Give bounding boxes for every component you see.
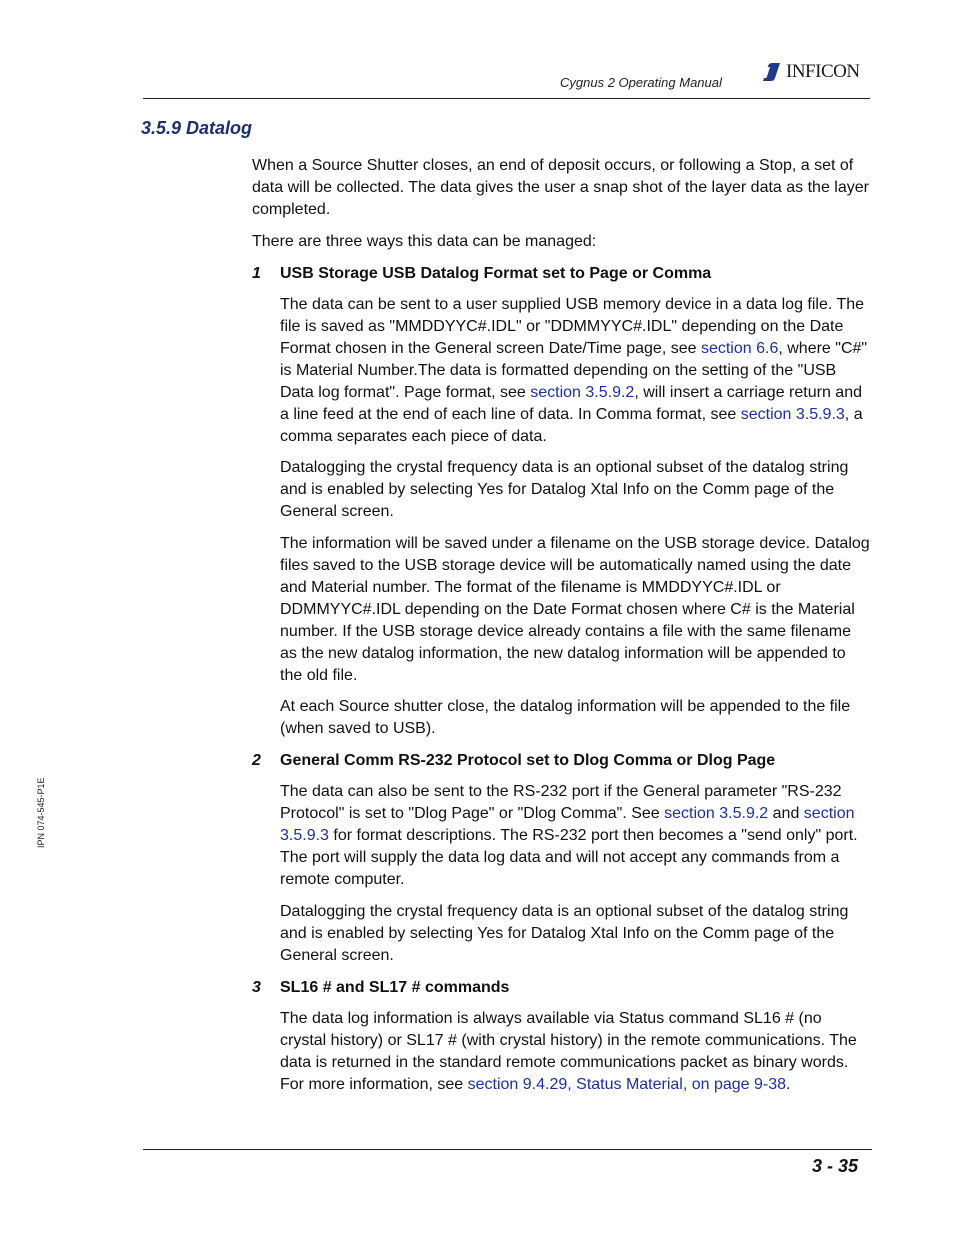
section-link[interactable]: section 9.4.29, Status Material, on page 9-38 xyxy=(467,1076,787,1093)
step-number: 1 xyxy=(252,265,261,282)
step-number: 2 xyxy=(252,752,261,769)
text-run: , a comma separates each piece of data. xyxy=(280,406,863,445)
inficon-logo-mark-icon xyxy=(760,61,782,83)
step-3-paragraph-1 xyxy=(280,1008,872,1096)
step-2-paragraph-2: Datalogging the crystal frequency data is an optional subset of the datalog string and is enabled by selecting Yes for Datalog Xtal Info on the Comm page of the General screen. xyxy=(280,903,849,964)
step-title: USB Storage USB Datalog Format set to Page or Comma xyxy=(280,265,712,282)
text-run: , where "C#" is Material Number.The data is formatted depending on the setting of the "USB Data log format". Page format, see xyxy=(280,340,868,401)
section-link[interactable]: section 3.5.9.3 xyxy=(740,406,845,423)
step-title: General Comm RS-232 Protocol set to Dlog Comma or Dlog Page xyxy=(280,752,776,769)
text-run: for format descriptions. The RS-232 port then becomes a "send only" port. The port will supply the data log data and will not accept any commands from a remote computer. xyxy=(280,827,858,888)
ways-paragraph: There are three ways this data can be managed: xyxy=(252,233,597,250)
section-link[interactable]: section 3.5.9.2 xyxy=(530,384,635,401)
intro-paragraph: When a Source Shutter closes, an end of deposit occurs, or following a Stop, a set of data will be collected. The data gives the user a snap shot of the layer data as the layer completed. xyxy=(252,157,869,218)
manual-title: Cygnus 2 Operating Manual xyxy=(560,75,722,90)
text-run: The data log information is always available via Status command SL16 # (no crystal history) or SL17 # (with crystal history) in the remote communications. The data is returned in the standard remote communications packet as binary words. For more information, see xyxy=(280,1010,857,1093)
section-heading: 3.5.9 Datalog xyxy=(141,118,253,138)
step-title: SL16 # and SL17 # commands xyxy=(280,979,510,996)
footer-rule xyxy=(143,1149,872,1150)
step-2-paragraph-1 xyxy=(280,781,872,891)
step-number: 3 xyxy=(252,979,261,996)
text-run: The data can be sent to a user supplied USB memory device in a data log file. The file is saved as "MMDDYYC#.IDL" or "DDMMYYC#.IDL" depending on the Date Format chosen in the General screen Date/Time page, see xyxy=(280,296,865,357)
section-link[interactable]: section 3.5.9.2 xyxy=(664,805,769,822)
text-run: . xyxy=(786,1076,791,1093)
step-1-paragraph-2: Datalogging the crystal frequency data is an optional subset of the datalog string and is enabled by selecting Yes for Datalog Xtal Info on the Comm page of the General screen. xyxy=(280,459,849,520)
section-link[interactable]: section 6.6 xyxy=(700,340,779,357)
text-run: The data can also be sent to the RS-232 port if the General parameter "RS-232 Protocol" is set to "Dlog Page" or "Dlog Comma". See xyxy=(280,783,842,822)
document-ipn: IPN 074-545-P1E xyxy=(36,777,46,848)
logo-wordmark: INFICON xyxy=(786,61,860,82)
page-number: 3 - 35 xyxy=(812,1156,859,1176)
inficon-logo xyxy=(760,60,860,84)
step-1-paragraph-4: At each Source shutter close, the datalog information will be appended to the file (when saved to USB). xyxy=(280,698,851,737)
step-1-paragraph-1 xyxy=(280,294,872,448)
section-link[interactable]: section 3.5.9.3 xyxy=(280,805,855,844)
header-rule xyxy=(143,98,870,99)
text-run: , will insert a carriage return and a line feed at the end of each line of data. In Comma format, see xyxy=(280,384,862,423)
text-run: and xyxy=(768,805,804,822)
step-1-paragraph-3: The information will be saved under a filename on the USB storage device. Datalog files saved to the USB storage device will be automatically named using the date and Material number. The format of the filename is MMDDYYC#.IDL or DDMMYYC#.IDL depending on the Date Format chosen where C# is the Material number. If the USB storage device already contains a file with the same filename as the new datalog information, the new datalog information will be appended to the old file. xyxy=(280,535,870,684)
